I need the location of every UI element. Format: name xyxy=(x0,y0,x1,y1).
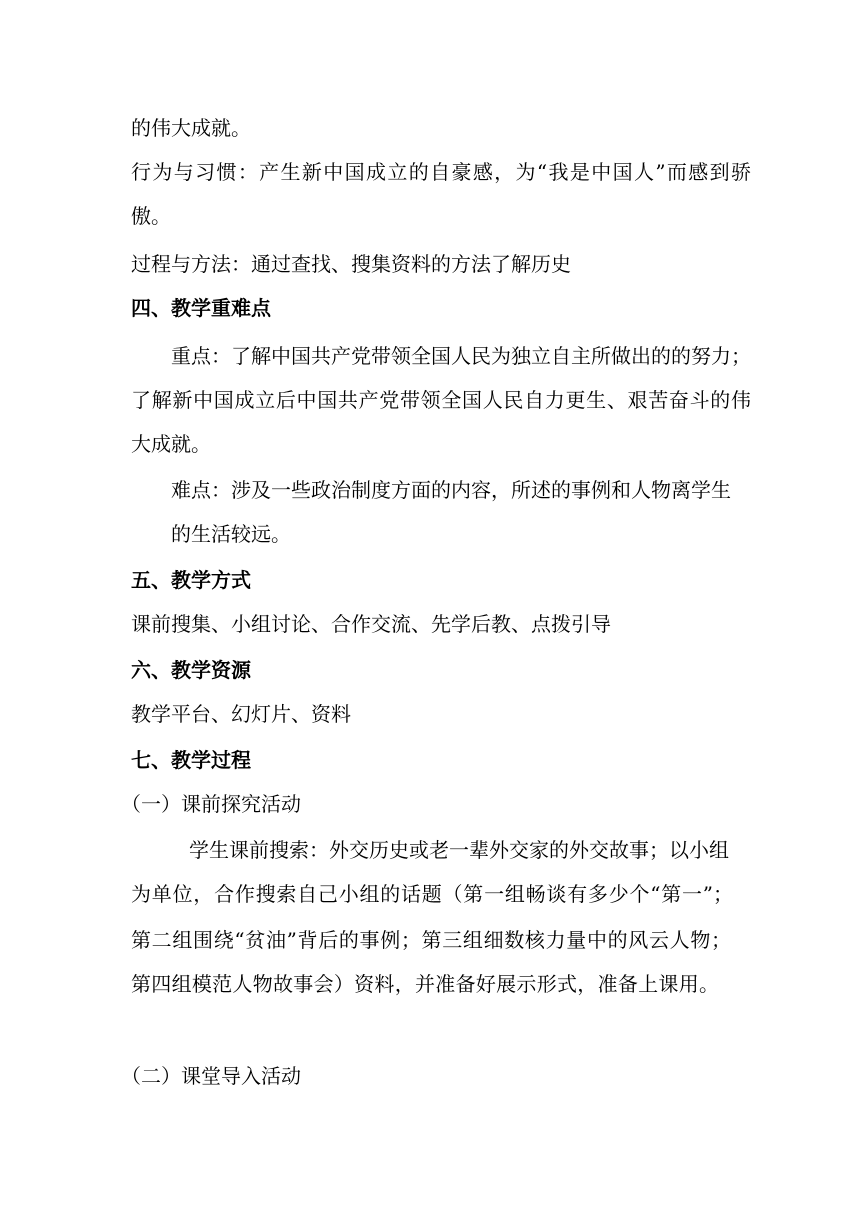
text-line-key-points-2: 了解新中国成立后中国共产党带领全国人民自力更生、艰苦奋斗的伟 xyxy=(131,388,751,412)
subsection-heading-1: （一）课前探究活动 xyxy=(121,792,301,816)
text-line-activity-1: 学生课前搜索：外交历史或老一辈外交家的外交故事；以小组 xyxy=(189,838,729,862)
section-heading-6: 六、教学资源 xyxy=(131,658,251,682)
section-heading-4: 四、教学重难点 xyxy=(131,296,271,320)
text-line-key-points-3: 大成就。 xyxy=(131,432,211,456)
text-line-activity-2: 为单位，合作搜索自己小组的话题（第一组畅谈有多少个“第一”； xyxy=(131,882,733,906)
text-line-2: 行为与习惯：产生新中国成立的自豪感，为“我是中国人”而感到骄 xyxy=(131,160,751,184)
text-line-difficulties: 难点：涉及一些政治制度方面的内容，所述的事例和人物离学生 xyxy=(171,478,731,502)
subsection-heading-2: （二）课堂导入活动 xyxy=(121,1064,301,1088)
text-line-activity-3: 第二组围绕“贫油”背后的事例；第三组细数核力量中的风云人物； xyxy=(131,928,731,952)
text-line-3: 傲。 xyxy=(131,204,171,228)
section-heading-7: 七、教学过程 xyxy=(131,748,251,772)
text-line-teaching-methods: 课前搜集、小组讨论、合作交流、先学后教、点拨引导 xyxy=(131,612,611,636)
text-line-4: 过程与方法：通过查找、搜集资料的方法了解历史 xyxy=(131,252,571,276)
section-heading-5: 五、教学方式 xyxy=(131,568,251,592)
text-line-difficulties-2: 的生活较远。 xyxy=(171,522,291,546)
text-line-activity-4: 第四组模范人物故事会）资料，并准备好展示形式，准备上课用。 xyxy=(131,972,719,996)
text-line-1: 的伟大成就。 xyxy=(131,116,251,140)
text-line-teaching-resources: 教学平台、幻灯片、资料 xyxy=(131,702,351,726)
text-line-key-points: 重点：了解中国共产党带领全国人民为独立自主所做出的的努力； xyxy=(171,344,751,368)
